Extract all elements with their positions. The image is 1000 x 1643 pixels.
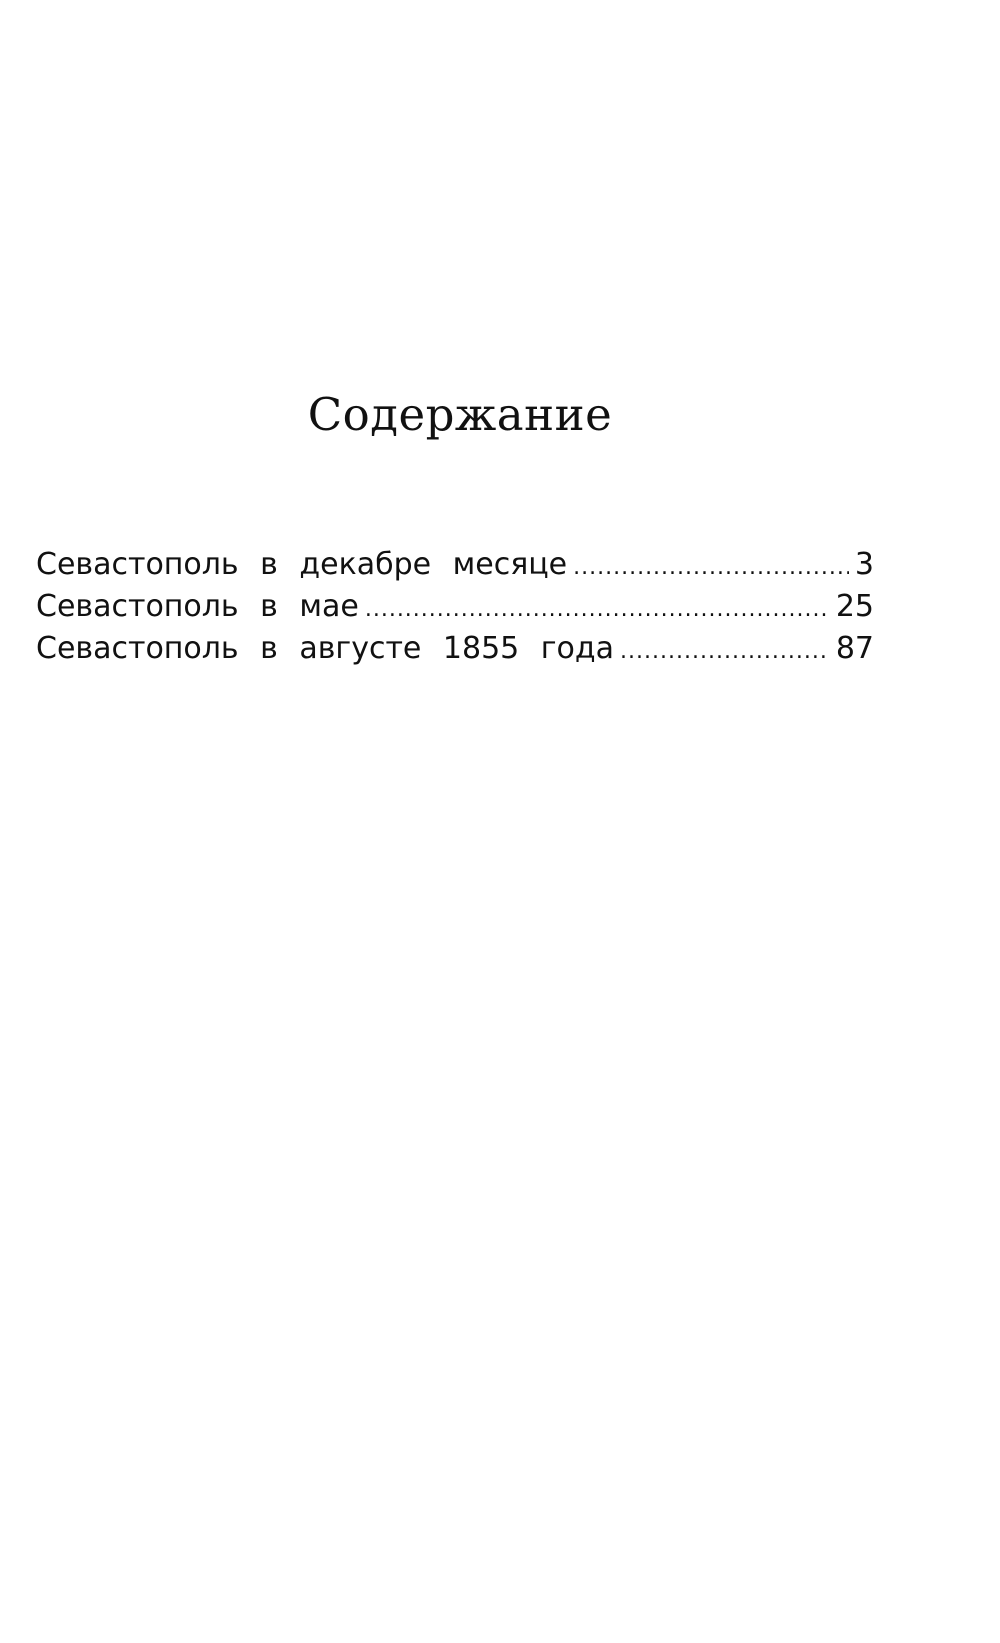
dot-leader xyxy=(620,631,830,673)
toc-entry xyxy=(36,628,874,670)
table-of-contents xyxy=(36,544,874,670)
dot-leader xyxy=(365,589,830,631)
toc-page-number: 25 xyxy=(835,589,874,624)
toc-page-number: 87 xyxy=(835,631,874,666)
dot-leader xyxy=(573,547,849,589)
toc-entry xyxy=(36,586,874,628)
page-title: Содержание xyxy=(307,388,613,442)
toc-entry-title: Севастополь в августе 1855 года xyxy=(36,631,615,666)
toc-entry-title: Севастополь в декабре месяце xyxy=(36,547,568,582)
toc-entry xyxy=(36,544,874,586)
toc-entry-title: Севастополь в мае xyxy=(36,589,359,624)
toc-page-number: 3 xyxy=(854,547,874,582)
